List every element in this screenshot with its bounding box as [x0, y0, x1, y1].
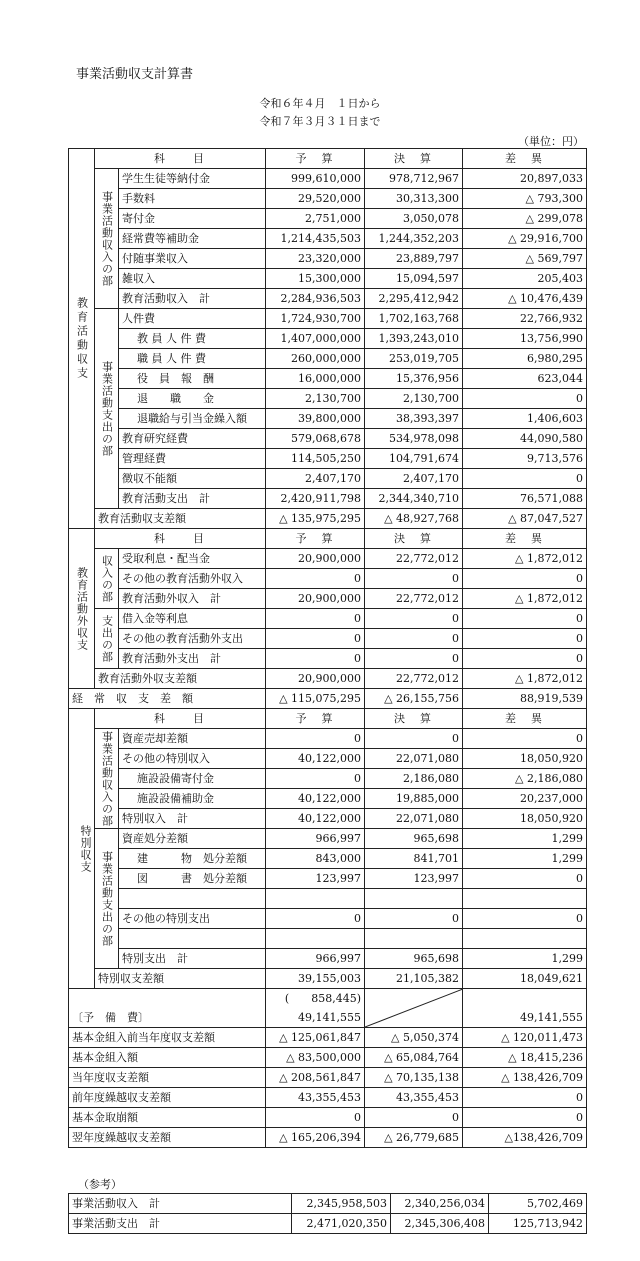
header-diff: 差 異 [463, 709, 587, 729]
row-budget: 1,724,930,700 [266, 309, 365, 329]
reference-actual: 2,345,306,408 [391, 1214, 489, 1234]
row-label: 受取利息・配当金 [119, 549, 266, 569]
reference-budget: 2,471,020,350 [292, 1214, 391, 1234]
row-budget: 16,000,000 [266, 369, 365, 389]
group-special-income: 事業活動収入の部 [95, 729, 119, 829]
summary-row [69, 1108, 587, 1128]
row-diff: 1,299 [463, 849, 587, 869]
row-diff: 1,299 [463, 829, 587, 849]
table-row [69, 949, 587, 969]
summary-label: 当年度収支差額 [69, 1068, 266, 1088]
row-actual: 534,978,098 [365, 429, 463, 449]
summary-actual: △ 5,050,374 [365, 1028, 463, 1048]
row-budget: 579,068,678 [266, 429, 365, 449]
row-budget: 2,751,000 [266, 209, 365, 229]
table-row [69, 289, 587, 309]
row-budget: 966,997 [266, 829, 365, 849]
balance-row [69, 669, 587, 689]
reference-label: 事業活動支出 計 [69, 1214, 292, 1234]
row-label: 管理経費 [119, 449, 266, 469]
row-diff: 13,756,990 [463, 329, 587, 349]
reference-actual: 2,340,256,034 [391, 1194, 489, 1214]
table-row [69, 209, 587, 229]
row-actual: 965,698 [365, 829, 463, 849]
row-budget: 2,284,936,503 [266, 289, 365, 309]
table-row [69, 389, 587, 409]
balance-actual: 22,772,012 [365, 669, 463, 689]
row-label: 施設設備寄付金 [119, 769, 266, 789]
balance-row [69, 969, 587, 989]
row-actual: 23,889,797 [365, 249, 463, 269]
row-actual: 2,186,080 [365, 769, 463, 789]
summary-budget: △ 125,061,847 [266, 1028, 365, 1048]
row-actual: 104,791,674 [365, 449, 463, 469]
period-from: 令和６年４月 １日から [259, 97, 381, 110]
group-nonedu-income: 収入の部 [95, 549, 119, 609]
reference-diff: 125,713,942 [489, 1214, 587, 1234]
summary-row [69, 1028, 587, 1048]
row-diff: △ 2,186,080 [463, 769, 587, 789]
summary-label: 基本金組入前当年度収支差額 [69, 1028, 266, 1048]
row-diff: 22,766,932 [463, 309, 587, 329]
row-label: その他の教育活動外支出 [119, 629, 266, 649]
table-row [69, 609, 587, 629]
row-diff: 18,050,920 [463, 749, 587, 769]
table-row [69, 829, 587, 849]
group-nonedu-expense: 支出の部 [95, 609, 119, 669]
row-label: 付随事業収入 [119, 249, 266, 269]
row-diff: 1,406,603 [463, 409, 587, 429]
row-label: 特別支出 計 [119, 949, 266, 969]
row-actual: 2,295,412,942 [365, 289, 463, 309]
row-label: 人件費 [119, 309, 266, 329]
row-label: 特別収入 計 [119, 809, 266, 829]
row-actual: 30,313,300 [365, 189, 463, 209]
reference-budget: 2,345,958,503 [292, 1194, 391, 1214]
row-budget: 2,130,700 [266, 389, 365, 409]
row-diff: △ 29,916,700 [463, 229, 587, 249]
summary-budget: △ 208,561,847 [266, 1068, 365, 1088]
table-row [69, 309, 587, 329]
row-actual: 0 [365, 649, 463, 669]
row-diff: 20,237,000 [463, 789, 587, 809]
row-label: 図 書 処分差額 [119, 869, 266, 889]
row-diff: △ 793,300 [463, 189, 587, 209]
row-diff: 0 [463, 729, 587, 749]
row-diff: 9,713,576 [463, 449, 587, 469]
statement-table [68, 148, 587, 1148]
reference-diff: 5,702,469 [489, 1194, 587, 1214]
row-budget: 999,610,000 [266, 169, 365, 189]
row-diff: 20,897,033 [463, 169, 587, 189]
row-actual: 1,244,352,203 [365, 229, 463, 249]
reference-table [68, 1193, 587, 1234]
row-label: 退職給与引当金繰入額 [119, 409, 266, 429]
row-actual: 0 [365, 609, 463, 629]
summary-row [69, 1128, 587, 1148]
table-row [69, 629, 587, 649]
row-label: 教育活動収入 計 [119, 289, 266, 309]
row-diff: 0 [463, 909, 587, 929]
table-row [69, 929, 587, 949]
reference-label: （参考） [78, 1178, 122, 1191]
row-diff: 0 [463, 649, 587, 669]
balance-label: 特別収支差額 [95, 969, 266, 989]
row-diff [463, 889, 587, 909]
row-actual: 3,050,078 [365, 209, 463, 229]
summary-diff: △ 120,011,473 [463, 1028, 587, 1048]
balance-actual: △ 48,927,768 [365, 509, 463, 529]
header-budget: 予 算 [266, 529, 365, 549]
row-label: その他の特別支出 [119, 909, 266, 929]
row-budget: 0 [266, 769, 365, 789]
balance-diff: △ 1,872,012 [463, 669, 587, 689]
row-diff: 623,044 [463, 369, 587, 389]
row-label: 教 員 人 件 費 [119, 329, 266, 349]
reference-row [69, 1214, 587, 1234]
row-label: 役 員 報 酬 [119, 369, 266, 389]
table-row [69, 769, 587, 789]
row-diff: 0 [463, 469, 587, 489]
row-diff: 76,571,088 [463, 489, 587, 509]
table-row [69, 549, 587, 569]
table-row [69, 749, 587, 769]
row-actual: 2,407,170 [365, 469, 463, 489]
table-row [69, 229, 587, 249]
header-row [69, 709, 587, 729]
row-label: 建 物 処分差額 [119, 849, 266, 869]
summary-actual: △ 70,135,138 [365, 1068, 463, 1088]
summary-actual: △ 26,779,685 [365, 1128, 463, 1148]
row-actual [365, 929, 463, 949]
section-special: 特別収支 [69, 709, 95, 989]
summary-diff: △ 18,415,236 [463, 1048, 587, 1068]
row-budget: 15,300,000 [266, 269, 365, 289]
row-budget: 0 [266, 609, 365, 629]
row-budget: 123,997 [266, 869, 365, 889]
section-edu: 教育活動収支 [69, 149, 95, 529]
row-budget: 40,122,000 [266, 809, 365, 829]
row-actual: 22,772,012 [365, 589, 463, 609]
row-label: 手数料 [119, 189, 266, 209]
row-actual: 0 [365, 629, 463, 649]
row-actual: 0 [365, 729, 463, 749]
row-actual: 2,344,340,710 [365, 489, 463, 509]
row-label: 資産処分差額 [119, 829, 266, 849]
row-diff: 205,403 [463, 269, 587, 289]
summary-budget: 0 [266, 1108, 365, 1128]
row-label: 寄付金 [119, 209, 266, 229]
ordinary-row [69, 689, 587, 709]
table-row [69, 729, 587, 749]
row-budget: 29,520,000 [266, 189, 365, 209]
balance-row [69, 509, 587, 529]
row-budget: 0 [266, 629, 365, 649]
summary-actual: 43,355,453 [365, 1088, 463, 1108]
group-edu-income: 事業活動収入の部 [95, 169, 119, 309]
row-budget: 39,800,000 [266, 409, 365, 429]
table-row [69, 429, 587, 449]
summary-diff: △ 138,426,709 [463, 1068, 587, 1088]
row-budget: 0 [266, 649, 365, 669]
row-actual: 1,702,163,768 [365, 309, 463, 329]
row-diff: 18,050,920 [463, 809, 587, 829]
row-actual: 22,772,012 [365, 549, 463, 569]
row-actual: 15,376,956 [365, 369, 463, 389]
row-budget: 1,214,435,503 [266, 229, 365, 249]
row-budget: 0 [266, 569, 365, 589]
summary-actual: △ 65,084,764 [365, 1048, 463, 1068]
ordinary-label: 経 常 収 支 差 額 [69, 689, 266, 709]
row-label: 雑収入 [119, 269, 266, 289]
balance-budget: 39,155,003 [266, 969, 365, 989]
balance-budget: △ 135,975,295 [266, 509, 365, 529]
row-budget: 260,000,000 [266, 349, 365, 369]
row-actual: 2,130,700 [365, 389, 463, 409]
table-row [69, 569, 587, 589]
row-actual: 123,997 [365, 869, 463, 889]
table-row [69, 329, 587, 349]
table-row [69, 189, 587, 209]
table-row [69, 349, 587, 369]
table-row [69, 849, 587, 869]
row-budget: 966,997 [266, 949, 365, 969]
reserve-budget: 49,141,555 [266, 1008, 365, 1028]
row-label: その他の特別収入 [119, 749, 266, 769]
summary-row [69, 1048, 587, 1068]
row-diff: △ 569,797 [463, 249, 587, 269]
row-budget: 20,900,000 [266, 549, 365, 569]
table-row [69, 889, 587, 909]
reference-row [69, 1194, 587, 1214]
row-actual: 0 [365, 569, 463, 589]
table-row [69, 449, 587, 469]
header-row [69, 149, 587, 169]
header-budget: 予 算 [266, 149, 365, 169]
row-actual: 253,019,705 [365, 349, 463, 369]
row-label: 教育研究経費 [119, 429, 266, 449]
row-actual: 1,393,243,010 [365, 329, 463, 349]
header-actual: 決 算 [365, 529, 463, 549]
header-actual: 決 算 [365, 709, 463, 729]
table-row [69, 249, 587, 269]
balance-diff: 18,049,621 [463, 969, 587, 989]
row-actual: 978,712,967 [365, 169, 463, 189]
row-budget: 0 [266, 909, 365, 929]
row-budget [266, 929, 365, 949]
header-item: 科 目 [95, 149, 266, 169]
table-row [69, 809, 587, 829]
table-row [69, 369, 587, 389]
row-diff [463, 929, 587, 949]
table-row [69, 909, 587, 929]
row-budget: 40,122,000 [266, 789, 365, 809]
row-diff: 0 [463, 569, 587, 589]
row-diff: 0 [463, 869, 587, 889]
row-label: 教育活動外収入 計 [119, 589, 266, 609]
row-actual: 0 [365, 909, 463, 929]
row-actual: 841,701 [365, 849, 463, 869]
row-budget: 0 [266, 729, 365, 749]
row-label: 徴収不能額 [119, 469, 266, 489]
row-diff: △ 1,872,012 [463, 589, 587, 609]
group-edu-expense: 事業活動支出の部 [95, 309, 119, 509]
reserve-budget-top: ( 858,445) [266, 989, 365, 1009]
row-diff: 0 [463, 389, 587, 409]
row-label [119, 889, 266, 909]
header-row [69, 529, 587, 549]
row-budget: 2,420,911,798 [266, 489, 365, 509]
row-diff: 0 [463, 609, 587, 629]
table-row [69, 869, 587, 889]
summary-label: 翌年度繰越収支差額 [69, 1128, 266, 1148]
table-row [69, 489, 587, 509]
table-row [69, 649, 587, 669]
summary-row [69, 1068, 587, 1088]
row-budget: 1,407,000,000 [266, 329, 365, 349]
row-diff: △ 299,078 [463, 209, 587, 229]
header-item: 科 目 [95, 529, 266, 549]
row-label: 職 員 人 件 費 [119, 349, 266, 369]
summary-budget: △ 165,206,394 [266, 1128, 365, 1148]
summary-label: 基本金取崩額 [69, 1108, 266, 1128]
reference-label: 事業活動収入 計 [69, 1194, 292, 1214]
ordinary-diff: 88,919,539 [463, 689, 587, 709]
table-row [69, 409, 587, 429]
row-diff: 44,090,580 [463, 429, 587, 449]
balance-diff: △ 87,047,527 [463, 509, 587, 529]
header-diff: 差 異 [463, 149, 587, 169]
row-label [119, 929, 266, 949]
unit-label: （単位：円） [518, 135, 584, 148]
summary-label: 前年度繰越収支差額 [69, 1088, 266, 1108]
header-item: 科 目 [95, 709, 266, 729]
summary-budget: △ 83,500,000 [266, 1048, 365, 1068]
row-label: 教育活動支出 計 [119, 489, 266, 509]
reserve-label: 〔予 備 費〕 [69, 989, 266, 1028]
header-diff: 差 異 [463, 529, 587, 549]
row-actual: 38,393,397 [365, 409, 463, 429]
summary-label: 基本金組入額 [69, 1048, 266, 1068]
table-row [69, 589, 587, 609]
row-label: 退 職 金 [119, 389, 266, 409]
balance-label: 教育活動収支差額 [95, 509, 266, 529]
header-actual: 決 算 [365, 149, 463, 169]
section-nonedu: 教育活動外収支 [69, 529, 95, 689]
reserve-actual-slash [365, 989, 463, 1028]
group-special-expense: 事業活動支出の部 [95, 829, 119, 969]
reserve-diff: 49,141,555 [463, 989, 587, 1028]
row-label: 借入金等利息 [119, 609, 266, 629]
row-label: 施設設備補助金 [119, 789, 266, 809]
row-budget: 23,320,000 [266, 249, 365, 269]
balance-actual: 21,105,382 [365, 969, 463, 989]
summary-budget: 43,355,453 [266, 1088, 365, 1108]
table-row [69, 169, 587, 189]
row-actual [365, 889, 463, 909]
summary-diff: 0 [463, 1088, 587, 1108]
row-budget: 20,900,000 [266, 589, 365, 609]
row-label: 教育活動外支出 計 [119, 649, 266, 669]
header-budget: 予 算 [266, 709, 365, 729]
ordinary-budget: △ 115,075,295 [266, 689, 365, 709]
row-budget: 2,407,170 [266, 469, 365, 489]
table-row [69, 469, 587, 489]
summary-diff: 0 [463, 1108, 587, 1128]
row-actual: 965,698 [365, 949, 463, 969]
row-budget [266, 889, 365, 909]
summary-diff: △138,426,709 [463, 1128, 587, 1148]
balance-budget: 20,900,000 [266, 669, 365, 689]
row-actual: 22,071,080 [365, 749, 463, 769]
row-diff: 1,299 [463, 949, 587, 969]
row-actual: 19,885,000 [365, 789, 463, 809]
row-budget: 40,122,000 [266, 749, 365, 769]
row-label: 経常費等補助金 [119, 229, 266, 249]
row-diff: 6,980,295 [463, 349, 587, 369]
reserve-row [69, 989, 587, 1009]
row-label: 学生生徒等納付金 [119, 169, 266, 189]
row-diff: △ 10,476,439 [463, 289, 587, 309]
table-row [69, 789, 587, 809]
period-to: 令和７年３月３１日まで [259, 115, 381, 128]
table-row [69, 269, 587, 289]
row-diff: △ 1,872,012 [463, 549, 587, 569]
row-budget: 114,505,250 [266, 449, 365, 469]
row-diff: 0 [463, 629, 587, 649]
row-budget: 843,000 [266, 849, 365, 869]
balance-label: 教育活動外収支差額 [95, 669, 266, 689]
row-actual: 15,094,597 [365, 269, 463, 289]
row-label: 資産売却差額 [119, 729, 266, 749]
summary-row [69, 1088, 587, 1108]
summary-actual: 0 [365, 1108, 463, 1128]
document-title: 事業活動収支計算書 [76, 67, 194, 82]
row-label: その他の教育活動外収入 [119, 569, 266, 589]
ordinary-actual: △ 26,155,756 [365, 689, 463, 709]
row-actual: 22,071,080 [365, 809, 463, 829]
